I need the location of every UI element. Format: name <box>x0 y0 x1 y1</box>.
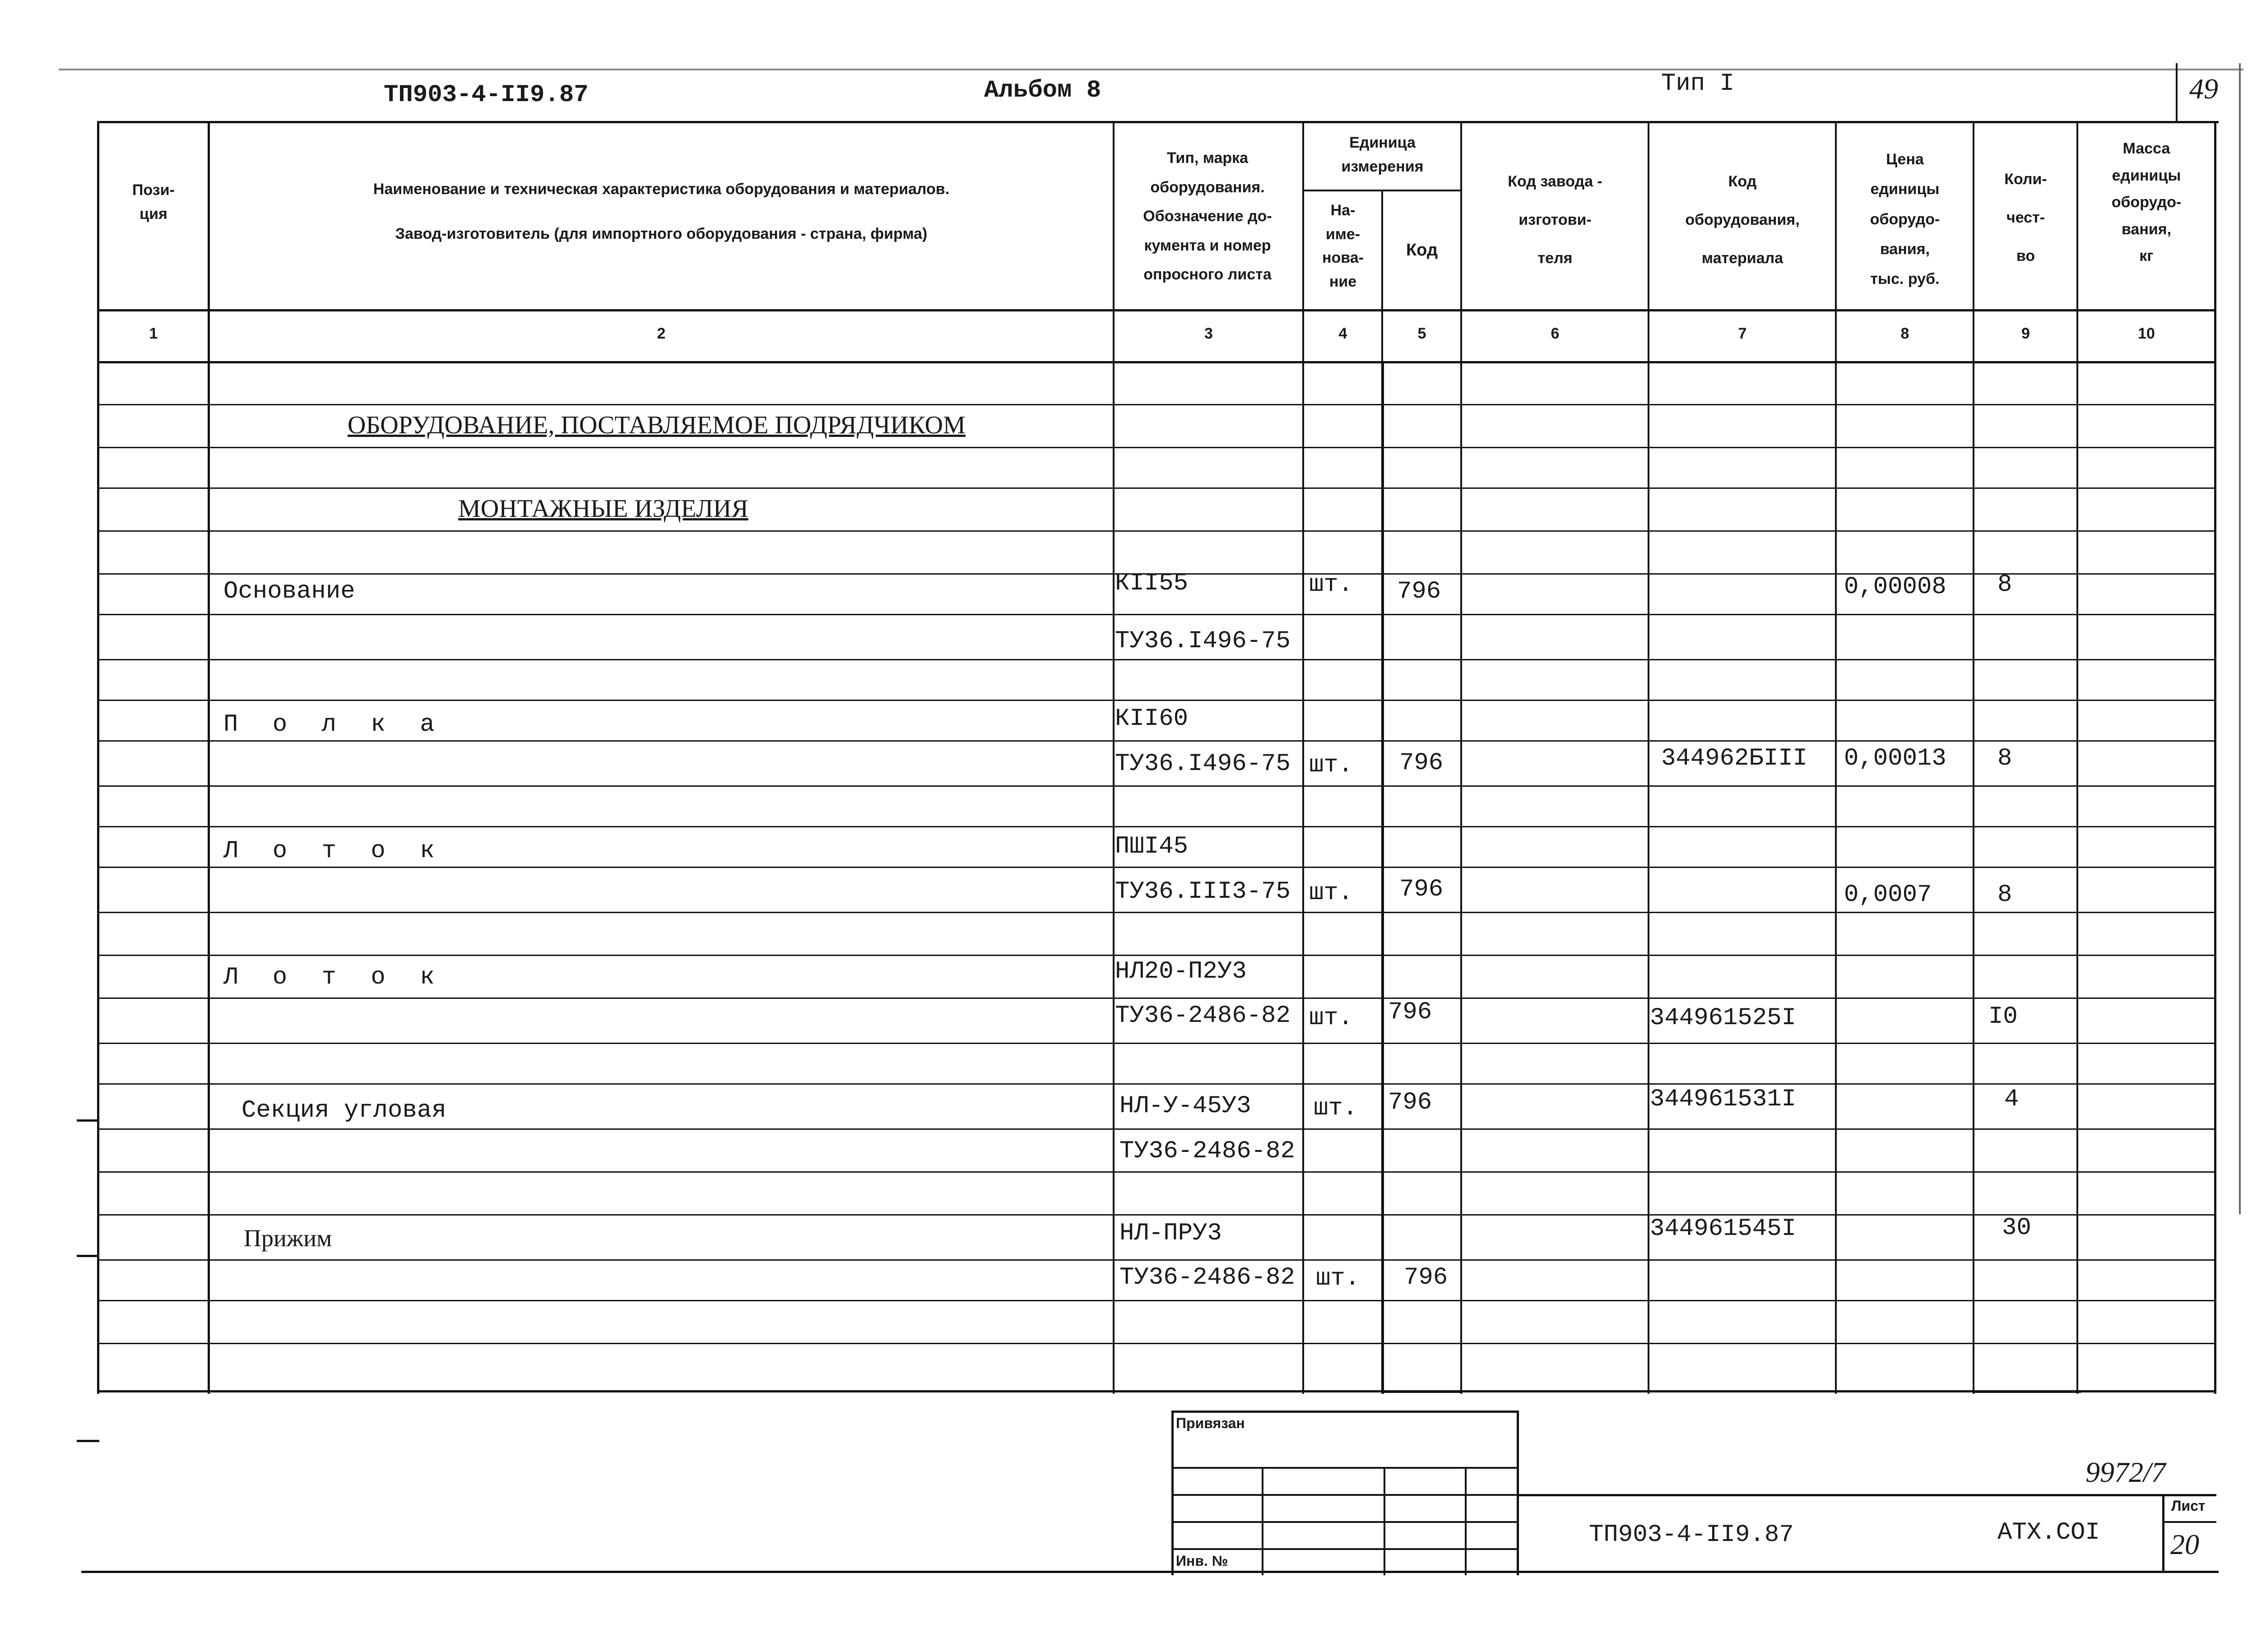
item-price: 0,0007 <box>1844 881 1932 909</box>
col-num-2: 2 <box>657 325 666 342</box>
col-num-3: 3 <box>1204 325 1213 342</box>
item-doc: ТУ36.III3-75 <box>1115 878 1291 905</box>
item-type-mark: КII55 <box>1115 570 1189 597</box>
inventory-label: Инв. № <box>1176 1553 1228 1569</box>
item-quantity: 30 <box>2002 1214 2031 1242</box>
sheet-label: Лист <box>2171 1498 2206 1514</box>
item-type-mark: КII60 <box>1115 705 1189 733</box>
item-unit-code: 796 <box>1388 1089 1432 1116</box>
col-num-6: 6 <box>1551 325 1560 342</box>
col-num-7: 7 <box>1738 325 1747 342</box>
album-label: Альбом 8 <box>984 77 1101 104</box>
item-name: Секция угловая <box>241 1097 446 1124</box>
col-header-quantity: Коли- чест- во <box>2004 171 2047 265</box>
item-material-code: 344962БIII <box>1661 745 1808 772</box>
col-num-5: 5 <box>1417 325 1426 342</box>
item-type-mark: НЛ20-П2У3 <box>1115 958 1247 985</box>
item-unit: шт. <box>1309 879 1353 907</box>
page-number: 49 <box>2189 73 2218 105</box>
item-type-mark: ПШI45 <box>1115 833 1189 860</box>
item-name: Л о т о к <box>223 837 445 865</box>
item-material-code: 344961525I <box>1650 1004 1797 1032</box>
item-quantity: 8 <box>1997 745 2012 772</box>
item-unit-code: 796 <box>1388 998 1432 1026</box>
item-name: Основание <box>223 578 355 605</box>
item-unit: шт. <box>1314 1095 1358 1122</box>
item-price: 0,00013 <box>1844 745 1946 772</box>
col-num-4: 4 <box>1338 325 1347 342</box>
col-header-price: Цена единицы оборудо- вания, тыс. руб. <box>1870 151 1940 288</box>
col-header-name: Наименование и техническая характеристика оборудования и материалов. Завод-изготовитель (для импортного оборудования - страна, фирма) <box>373 181 950 242</box>
item-type-mark: НЛ-ПРУ3 <box>1119 1220 1222 1247</box>
col-header-unit-name: На- име- нова- ние <box>1322 202 1364 291</box>
item-quantity: 4 <box>2004 1086 2019 1113</box>
section-title-equipment: ОБОРУДОВАНИЕ, ПОСТАВЛЯЕМОЕ ПОДРЯДЧИКОМ <box>348 411 966 439</box>
item-quantity: I0 <box>1988 1003 2018 1030</box>
item-type-mark: НЛ-У-45У3 <box>1119 1092 1251 1120</box>
col-header-unit-group: Единица измерения <box>1341 134 1424 175</box>
col-header-material-code: Код оборудования, материала <box>1685 173 1800 267</box>
item-price: 0,00008 <box>1844 573 1946 601</box>
col-num-9: 9 <box>2021 325 2030 342</box>
col-header-factory-code: Код завода - изготови- теля <box>1508 173 1602 267</box>
archive-number: 9972/7 <box>2085 1456 2166 1488</box>
item-doc: ТУ36-2486-82 <box>1119 1137 1295 1165</box>
item-unit-code: 796 <box>1397 578 1441 605</box>
col-header-position: Пози- ция <box>132 181 175 223</box>
col-num-8: 8 <box>1900 325 1909 342</box>
footer-sheet-code: АТХ.СОI <box>1997 1519 2100 1546</box>
item-unit-code: 796 <box>1399 876 1444 903</box>
item-material-code: 344961545I <box>1650 1215 1797 1243</box>
item-unit: шт. <box>1309 571 1353 599</box>
item-unit-code: 796 <box>1399 749 1444 777</box>
item-name: Прижим <box>244 1225 332 1252</box>
item-quantity: 8 <box>1997 881 2012 909</box>
col-header-type: Тип, марка оборудования. Обозначение до- кумента и номер опросного листа <box>1143 149 1272 283</box>
item-quantity: 8 <box>1997 571 2012 599</box>
item-doc: ТУ36-2486-82 <box>1115 1002 1291 1030</box>
item-unit-code: 796 <box>1404 1264 1448 1291</box>
item-unit: шт. <box>1309 1004 1353 1032</box>
item-unit: шт. <box>1316 1265 1360 1292</box>
doc-code-header: ТП903-4-II9.87 <box>384 81 589 109</box>
item-unit: шт. <box>1309 752 1353 779</box>
col-header-unit-code: Код <box>1406 241 1438 260</box>
section-title-mounting: МОНТАЖНЫЕ ИЗДЕЛИЯ <box>458 495 748 523</box>
item-name: П о л к а <box>223 711 445 738</box>
item-name: Л о т о к <box>223 964 445 991</box>
sheet-number: 20 <box>2170 1528 2199 1560</box>
item-material-code: 344961531I <box>1650 1086 1797 1113</box>
item-doc: ТУ36.I496-75 <box>1115 750 1291 778</box>
col-header-mass: Масса единицы оборудо- вания, кг <box>2111 140 2182 265</box>
col-num-10: 10 <box>2138 325 2155 342</box>
col-num-1: 1 <box>149 325 158 342</box>
item-doc: ТУ36-2486-82 <box>1119 1264 1295 1291</box>
item-doc: ТУ36.I496-75 <box>1115 627 1291 655</box>
bound-label: Привязан <box>1176 1415 1245 1431</box>
type-label: Тип I <box>1661 70 1735 97</box>
footer-doc-code: ТП903-4-II9.87 <box>1589 1521 1794 1549</box>
